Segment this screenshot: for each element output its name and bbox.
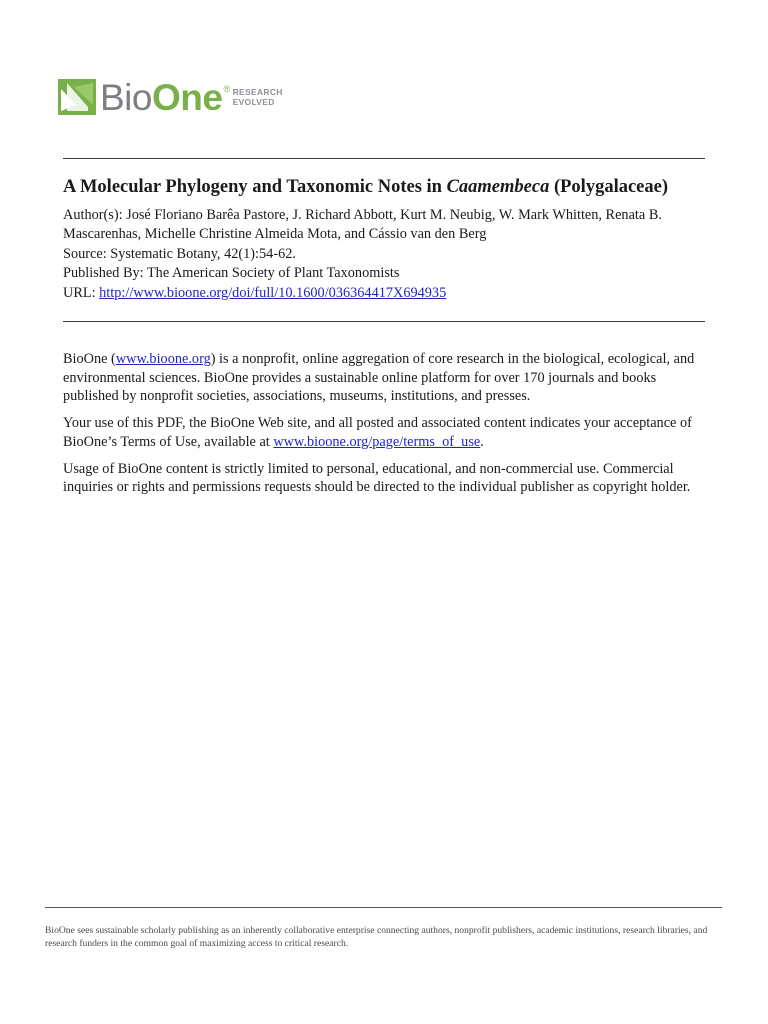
- url-line: [63, 284, 713, 303]
- source-label: Source:: [63, 245, 111, 262]
- publisher-label: Published By:: [63, 265, 147, 282]
- logo-tagline-research: RESEARCH: [232, 87, 283, 98]
- article-metadata: [63, 206, 713, 303]
- usage-paragraph: Usage of BioOne content is strictly limited to personal, educational, and non-commercial use. Commercial inquiries or rights and permissions requests should be directed to the individual publisher as copyright holder.: [63, 460, 691, 495]
- terms-body: [63, 350, 713, 505]
- bioone-leaf-icon: [58, 75, 96, 119]
- article-title: [63, 175, 723, 199]
- source-line: [63, 245, 713, 264]
- publisher-line: [63, 264, 713, 283]
- bioone-description: [63, 350, 713, 406]
- terms-of-use-link[interactable]: www.bioone.org/page/terms_of_use: [273, 433, 481, 450]
- top-divider: [63, 158, 705, 159]
- authors-line: [63, 206, 713, 245]
- logo-text-bio: Bio: [100, 76, 152, 118]
- p2-end: .: [480, 433, 484, 450]
- logo-registered-mark: ®: [223, 83, 230, 94]
- logo-tagline: [233, 88, 283, 108]
- p1-start: BioOne (: [63, 351, 116, 367]
- url-label: URL:: [63, 284, 100, 301]
- article-url-link[interactable]: http://www.bioone.org/doi/full/10.1600/036364417X694935: [99, 284, 447, 301]
- bioone-home-link[interactable]: www.bioone.org: [115, 351, 211, 367]
- p1-end: ) is a nonprofit, online aggregation of core research in the biological, ecological, and environmental sciences. BioOne provides a sustainable online platform for over 170 journals and books published by nonprofit societies, associations, museums, institutions, and presses.: [63, 351, 695, 404]
- title-suffix: (Polygalaceae): [549, 177, 669, 197]
- publisher-value: The American Society of Plant Taxonomists: [146, 265, 400, 282]
- source-value: Systematic Botany, 42(1):54-62.: [110, 245, 296, 262]
- p2-start: Your use of this PDF, the BioOne Web site, and all posted and associated content indicates your acceptance of BioOne’s Terms of Use, available at: [63, 415, 692, 450]
- footer-statement: BioOne sees sustainable scholarly publishing as an inherently collaborative enterprise connecting authors, nonprofit publishers, academic institutions, research libraries, and research funders in the common goal of maximizing access to critical research.: [45, 925, 708, 949]
- logo-wordmark: [100, 76, 230, 118]
- logo-tagline-evolved: EVOLVED: [232, 97, 275, 107]
- authors-value: José Floriano Barêa Pastore, J. Richard Abbott, Kurt M. Neubig, W. Mark Whitten, Renata B. Mascarenhas, Michelle Christine Almeida Mota, and Cássio van den Berg: [63, 207, 662, 243]
- terms-of-use-paragraph: [63, 414, 713, 451]
- bioone-logo: [58, 70, 313, 124]
- middle-divider: [63, 321, 705, 322]
- title-prefix: A Molecular Phylogeny and Taxonomic Notes in: [63, 177, 447, 197]
- footer-divider: [45, 907, 722, 908]
- logo-text-one: One: [151, 76, 223, 118]
- title-genus: Caamembeca: [446, 177, 550, 197]
- authors-label: Author(s):: [63, 207, 127, 223]
